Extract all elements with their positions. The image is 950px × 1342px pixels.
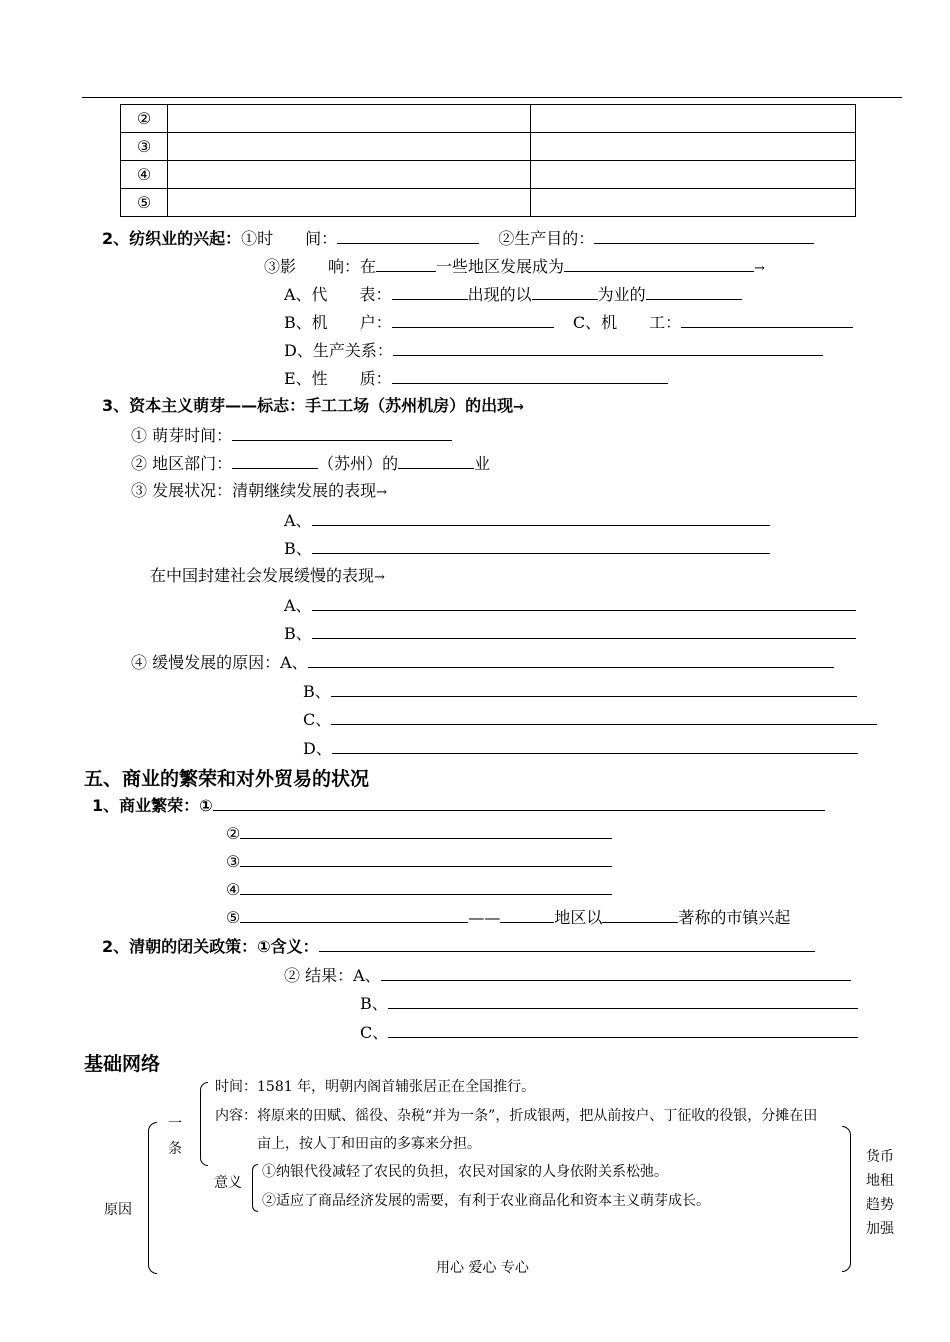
purpose-label: ②生产目的： — [498, 229, 595, 248]
status-a-line — [284, 509, 770, 531]
blank-rep-2[interactable] — [532, 283, 598, 300]
inner-brace-icon — [200, 1082, 208, 1166]
slow-label: 在中国封建社会发展缓慢的表现 — [150, 566, 375, 585]
section5-title: 五、商业的繁荣和对外贸易的状况 — [84, 768, 370, 790]
region-end: 业 — [474, 454, 491, 473]
blank-reason-b[interactable] — [331, 680, 857, 697]
blank-closed-meaning[interactable] — [319, 935, 815, 952]
blank-status-b[interactable] — [312, 537, 770, 554]
blank-industry[interactable] — [398, 452, 474, 469]
blank-slow-a[interactable] — [312, 594, 856, 611]
blank-nature[interactable] — [392, 367, 668, 384]
right-term-4: 加强 — [866, 1221, 894, 1237]
row-number: ③ — [121, 133, 168, 161]
option-b-label: B、 — [303, 682, 331, 701]
blank-cell[interactable] — [168, 161, 531, 189]
blank-result-b[interactable] — [388, 992, 858, 1009]
rep-mid2: 为业的 — [597, 285, 646, 304]
blank-reason-a[interactable] — [308, 651, 834, 668]
meaning-2: ②适应了商品经济发展的需要，有利于农业商品化和资本主义萌芽成长。 — [262, 1193, 710, 1209]
option-c-label: C、 — [303, 710, 332, 729]
region-line — [131, 452, 490, 474]
arrow-icon: → — [374, 570, 385, 585]
result-c-line — [360, 1021, 858, 1043]
impact-mid: 一些地区发展成为 — [436, 257, 565, 276]
rep-label: A、代 表： — [284, 285, 392, 304]
reason-label: ④ 缓慢发展的原因：A、 — [131, 653, 308, 672]
network-title: 基础网络 — [84, 1053, 161, 1075]
time-label: ①时 间： — [241, 229, 338, 248]
option-b-label: B、 — [360, 994, 388, 1013]
option-b-label: B、 — [284, 624, 312, 643]
status-line — [131, 481, 387, 503]
left-brace-icon — [148, 1122, 157, 1274]
blank-cell[interactable] — [168, 105, 531, 133]
right-term-3: 趋势 — [866, 1197, 894, 1213]
row-number: ⑤ — [121, 189, 168, 217]
blank-reason-d[interactable] — [332, 737, 858, 754]
slow-line — [150, 566, 385, 588]
fill-table — [120, 104, 856, 217]
commerce-num-5: ⑤ — [226, 908, 241, 927]
blank-rep-3[interactable] — [646, 283, 742, 300]
textile-jihu-line — [284, 311, 853, 333]
dash: —— — [468, 908, 501, 927]
table-row — [121, 189, 856, 217]
status-b-line — [284, 537, 770, 559]
blank-commerce-5a[interactable] — [240, 906, 468, 923]
blank-cell[interactable] — [168, 133, 531, 161]
closed-label: 2、清朝的闭关政策：①含义： — [102, 937, 319, 956]
jihu-label: B、机 户： — [284, 313, 392, 332]
jigong-label: C、机 工： — [572, 313, 682, 332]
blank-time[interactable] — [337, 227, 479, 244]
right-term-2: 地租 — [866, 1173, 894, 1189]
blank-impact-result[interactable] — [564, 255, 754, 272]
blank-jihu[interactable] — [392, 311, 554, 328]
blank-cell[interactable] — [531, 161, 856, 189]
blank-result-c[interactable] — [388, 1021, 858, 1038]
yi-label: 一 — [168, 1116, 182, 1132]
row-number: ④ — [121, 161, 168, 189]
option-b-label: B、 — [284, 539, 312, 558]
blank-relation[interactable] — [393, 339, 823, 356]
blank-cell[interactable] — [531, 105, 856, 133]
blank-rep-1[interactable] — [392, 283, 468, 300]
table-row — [121, 105, 856, 133]
row-number: ② — [121, 105, 168, 133]
blank-reason-c[interactable] — [331, 708, 877, 725]
content-line-1: 内容：将原来的田赋、徭役、杂税“并为一条”，折成银两，把从前按户、丁征收的役银，分摊在田 — [215, 1108, 818, 1124]
impact-label: ③影 响：在 — [264, 257, 377, 276]
blank-jigong[interactable] — [681, 311, 853, 328]
blank-commerce-5b[interactable] — [500, 906, 554, 923]
blank-sprout-time[interactable] — [232, 424, 452, 441]
result-a-line — [284, 964, 851, 986]
arrow-icon: → — [513, 400, 525, 415]
blank-slow-b[interactable] — [312, 622, 856, 639]
right-term-1: 货币 — [866, 1149, 894, 1165]
reason-a-line — [131, 651, 834, 673]
blank-purpose[interactable] — [594, 227, 814, 244]
time-line: 时间：1581 年，明朝内阁首辅张居正在全国推行。 — [215, 1079, 536, 1095]
meaning-1: ①纳银代役减轻了农民的负担，农民对国家的人身依附关系松弛。 — [262, 1164, 668, 1180]
slow-b-line — [284, 622, 856, 644]
blank-result-a[interactable] — [381, 964, 851, 981]
status-label: ③ 发展状况：清朝继续发展的表现 — [131, 481, 377, 500]
blank-impact-place[interactable] — [376, 255, 436, 272]
commerce-line-4 — [226, 878, 612, 900]
content-line-2: 亩上，按人丁和田亩的多寡来分担。 — [257, 1136, 481, 1152]
commerce-line-5 — [226, 906, 790, 928]
blank-commerce-4[interactable] — [240, 878, 612, 895]
meaning-brace-icon — [252, 1164, 258, 1212]
capitalism-title: 3、资本主义萌芽——标志：手工工场（苏州机房）的出现 — [102, 396, 514, 415]
textile-impact-line — [264, 255, 765, 279]
region-label: ② 地区部门： — [131, 454, 233, 473]
commerce-line-3 — [226, 850, 612, 872]
cause-label: 原因 — [104, 1202, 132, 1218]
commerce-5-mid: 地区以 — [554, 908, 603, 927]
textile-line-1 — [102, 227, 814, 249]
sprout-time-line — [131, 424, 452, 446]
commerce-line-1 — [92, 794, 825, 816]
sprout-time-label: ① 萌芽时间： — [131, 426, 233, 445]
option-c-label: C、 — [360, 1023, 389, 1042]
blank-cell[interactable] — [168, 189, 531, 217]
textile-relation-line — [284, 339, 823, 361]
blank-region[interactable] — [232, 452, 318, 469]
commerce-num-2: ② — [226, 824, 241, 843]
rep-mid1: 出现的以 — [467, 285, 532, 304]
capitalism-title-line — [102, 396, 524, 418]
meaning-label: 意义 — [214, 1175, 242, 1191]
relation-label: D、生产关系： — [284, 341, 393, 360]
commerce-num-4: ④ — [226, 880, 241, 899]
table-row — [121, 161, 856, 189]
nature-label: E、性 质： — [284, 369, 392, 388]
result-label: ② 结果：A、 — [284, 966, 381, 985]
slow-a-line — [284, 594, 856, 616]
arrow-icon: → — [754, 261, 765, 276]
commerce-num-3: ③ — [226, 852, 241, 871]
reason-c-line — [303, 708, 877, 730]
blank-status-a[interactable] — [312, 509, 770, 526]
textile-rep-line — [284, 283, 742, 305]
option-a-label: A、 — [284, 596, 312, 615]
closed-line — [102, 935, 815, 957]
footer-motto: 用心 爱心 专心 — [436, 1260, 529, 1276]
option-a-label: A、 — [284, 511, 312, 530]
textile-title: 2、纺织业的兴起： — [102, 229, 242, 248]
textile-nature-line — [284, 367, 668, 389]
blank-cell[interactable] — [531, 133, 856, 161]
arrow-icon: → — [376, 485, 387, 500]
option-d-label: D、 — [303, 739, 332, 758]
region-mid: （苏州）的 — [318, 454, 399, 473]
reason-d-line — [303, 737, 858, 759]
blank-commerce-3[interactable] — [240, 850, 612, 867]
commerce-5-end: 著称的市镇兴起 — [678, 908, 791, 927]
commerce-label: 1、商业繁荣：① — [92, 796, 213, 815]
right-brace-icon — [842, 1126, 851, 1272]
blank-cell[interactable] — [531, 189, 856, 217]
top-rule — [82, 97, 902, 98]
reason-b-line — [303, 680, 857, 702]
blank-commerce-1[interactable] — [213, 794, 825, 811]
table-row — [121, 133, 856, 161]
commerce-line-2 — [226, 822, 612, 844]
result-b-line — [360, 992, 858, 1014]
blank-commerce-5c[interactable] — [602, 906, 678, 923]
blank-commerce-2[interactable] — [240, 822, 612, 839]
tiao-label: 条 — [168, 1141, 182, 1157]
